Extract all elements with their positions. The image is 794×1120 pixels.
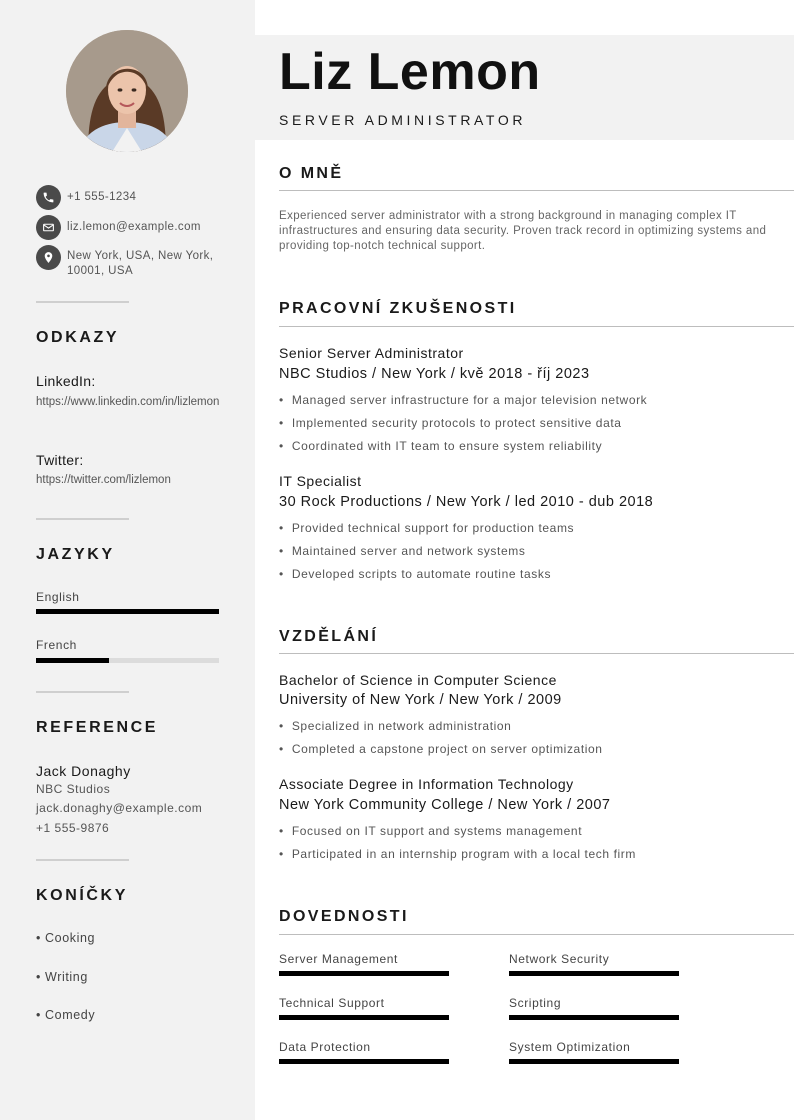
education-bullet: • Specialized in network administration (279, 719, 511, 733)
education-bullet: • Completed a capstone project on server optimization (279, 742, 603, 756)
reference-heading: REFERENCE (36, 719, 159, 736)
languages-heading: JAZYKY (36, 546, 115, 563)
about-heading: O MNĚ (279, 165, 344, 182)
section-rule (279, 653, 794, 654)
language-bar-english (36, 609, 219, 614)
language-bar-fill (36, 658, 109, 663)
reference-company: NBC Studios (36, 782, 111, 796)
sidebar-divider (36, 691, 129, 693)
hobby-item: • Comedy (36, 1008, 96, 1022)
reference-email: jack.donaghy@example.com (36, 801, 203, 815)
skill-bar (509, 1015, 679, 1020)
job-company: 30 Rock Productions / New York / led 2010 - dub 2018 (279, 494, 654, 510)
skill-name: Scripting (509, 996, 562, 1010)
language-name-french: French (36, 638, 77, 652)
job-bullet: • Implemented security protocols to protect sensitive data (279, 416, 622, 430)
hobby-item: • Writing (36, 970, 88, 984)
education-bullet: • Participated in an internship program with a local tech firm (279, 847, 636, 861)
skill-bar (279, 1059, 449, 1064)
about-text: Experienced server administrator with a strong background in managing complex IT infrastructures and ensuring data security. Proven track record in optimizing systems and providing top-notch technical support. (279, 210, 767, 252)
skill-bar (509, 971, 679, 976)
links-heading: ODKAZY (36, 329, 120, 346)
linkedin-link[interactable]: https://www.linkedin.com/in/lizlemon (36, 396, 220, 408)
job-company: NBC Studios / New York / kvě 2018 - říj 2023 (279, 366, 590, 382)
experience-heading: PRACOVNÍ ZKUŠENOSTI (279, 300, 517, 317)
job-bullet: • Maintained server and network systems (279, 544, 525, 558)
skills-heading: DOVEDNOSTI (279, 908, 409, 925)
candidate-title: SERVER ADMINISTRATOR (279, 112, 527, 128)
contact-address (36, 245, 227, 279)
contact-email (36, 215, 227, 240)
education-heading: VZDĚLÁNÍ (279, 628, 379, 645)
phone-icon (36, 185, 61, 210)
education-school: University of New York / New York / 2009 (279, 692, 562, 708)
job-bullet: • Developed scripts to automate routine tasks (279, 567, 551, 581)
candidate-name: Liz Lemon (279, 43, 541, 101)
reference-name: Jack Donaghy (36, 763, 131, 779)
phone-text: +1 555-1234 (67, 191, 137, 203)
language-name-english: English (36, 590, 80, 604)
sidebar-divider (36, 301, 129, 303)
sidebar-divider (36, 518, 129, 520)
location-pin-icon (36, 245, 61, 270)
skill-bar (279, 971, 449, 976)
email-text: liz.lemon@example.com (67, 221, 201, 233)
language-bar-fill (36, 609, 219, 614)
linkedin-label: LinkedIn: (36, 373, 96, 389)
profile-photo (66, 30, 188, 152)
hobby-item: • Cooking (36, 931, 96, 945)
section-rule (279, 190, 794, 191)
section-rule (279, 326, 794, 327)
sidebar-divider (36, 859, 129, 861)
education-degree: Associate Degree in Information Technology (279, 776, 574, 792)
skill-name: Technical Support (279, 996, 385, 1010)
job-bullet: • Coordinated with IT team to ensure system reliability (279, 439, 602, 453)
twitter-label: Twitter: (36, 452, 84, 468)
sidebar (0, 0, 255, 1120)
reference-phone: +1 555-9876 (36, 821, 110, 835)
language-bar-french (36, 658, 219, 663)
job-bullet: • Managed server infrastructure for a major television network (279, 393, 647, 407)
twitter-link[interactable]: https://twitter.com/lizlemon (36, 474, 171, 486)
skill-bar (279, 1015, 449, 1020)
hobbies-heading: KONÍČKY (36, 887, 128, 904)
job-role: IT Specialist (279, 473, 362, 489)
education-school: New York Community College / New York / 2007 (279, 797, 611, 813)
skill-name: Server Management (279, 952, 398, 966)
address-text: New York, USA, New York, 10001, USA (67, 250, 214, 277)
skill-name: Network Security (509, 952, 610, 966)
education-bullet: • Focused on IT support and systems management (279, 824, 582, 838)
skill-bar (509, 1059, 679, 1064)
education-degree: Bachelor of Science in Computer Science (279, 672, 557, 688)
job-bullet: • Provided technical support for production teams (279, 521, 574, 535)
section-rule (279, 934, 794, 935)
skill-name: Data Protection (279, 1040, 371, 1054)
contact-phone (36, 185, 227, 210)
skill-name: System Optimization (509, 1040, 631, 1054)
job-role: Senior Server Administrator (279, 345, 464, 361)
envelope-icon (36, 215, 61, 240)
